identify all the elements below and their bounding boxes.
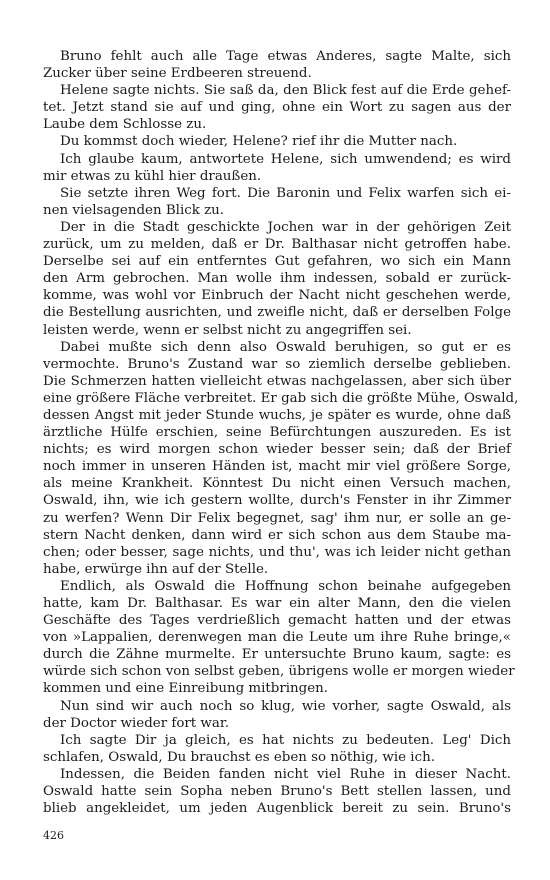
- book-page-text: [43, 48, 519, 817]
- text-line: schlafen, Oswald, Du brauchst es eben so nöthig, wie ich.: [43, 749, 435, 765]
- text-line: Endlich, als Oswald die Hoffnung schon beinahe aufgegeben: [60, 578, 511, 594]
- text-line: Derselbe sei auf ein entferntes Gut gefahren, wo sich ein Mann: [43, 254, 511, 270]
- text-line: ärztliche Hülfe erschien, seine Befürchtungen auszureden. Es ist: [43, 425, 511, 441]
- text-line: Nun sind wir auch noch so klug, wie vorher, sagte Oswald, als: [60, 698, 511, 714]
- text-line: Der in die Stadt geschickte Jochen war in der gehörigen Zeit: [60, 219, 511, 235]
- text-line: der Doctor wieder fort war.: [43, 715, 230, 731]
- text-line: den Arm gebrochen. Man wolle ihm indessen, sobald er zurück-: [43, 271, 511, 287]
- text-line: vermochte. Bruno's Zustand war so ziemlich derselbe geblieben.: [43, 356, 511, 372]
- text-line: noch immer in unseren Händen ist, macht mir viel größere Sorge,: [43, 459, 511, 475]
- text-line: Sie setzte ihren Weg fort. Die Baronin und Felix warfen sich ei-: [60, 185, 511, 201]
- text-line: Laube dem Schlosse zu.: [43, 117, 207, 133]
- text-line: chen; oder besser, sage nichts, und thu', was ich leider nicht gethan: [43, 544, 511, 560]
- text-line: würde sich schon von selbst geben, übrigens wolle er morgen wieder: [43, 664, 515, 680]
- text-line: Zucker über seine Erdbeeren streuend.: [43, 66, 312, 82]
- text-line: zurück, um zu melden, daß er Dr. Balthasar nicht getroffen habe.: [43, 237, 511, 253]
- text-line: dessen Angst mit jeder Stunde wuchs, je später es wurde, ohne daß: [43, 407, 511, 423]
- text-line: nen vielsagenden Blick zu.: [43, 202, 225, 218]
- text-line: mir etwas zu kühl hier draußen.: [43, 168, 262, 184]
- text-line: blieb angekleidet, um jeden Augenblick bereit zu sein. Bruno's: [43, 801, 511, 817]
- text-line: Bruno fehlt auch alle Tage etwas Anderes, sagte Malte, sich: [60, 49, 511, 64]
- text-line: zu werfen? Wenn Dir Felix begegnet, sag' ihm nur, er solle an ge-: [43, 510, 511, 526]
- text-line: durch die Zähne murmelte. Er untersuchte Bruno kaum, sagte: es: [43, 647, 511, 663]
- text-line: hatte, kam Dr. Balthasar. Es war ein alter Mann, den die vielen: [43, 596, 511, 611]
- text-line: die Bestellung ausrichten, und zweifle nicht, daß er derselben Folge: [43, 305, 511, 321]
- text-line: Die Schmerzen hatten vielleicht etwas nachgelassen, aber sich über: [43, 373, 511, 389]
- text-line: kommen und eine Einreibung mitbringen.: [43, 681, 329, 697]
- text-line: als meine Krankheit. Könntest Du nicht einen Versuch machen,: [43, 476, 511, 492]
- text-line: Du kommst doch wieder, Helene? rief ihr die Mutter nach.: [60, 134, 458, 150]
- text-line: komme, was wohl vor Einbruch der Nacht nicht geschehen werde,: [43, 288, 511, 304]
- text-line: Oswald hatte sein Sopha neben Bruno's Bett stellen lassen, und: [43, 784, 511, 800]
- text-line: Ich sagte Dir ja gleich, es hat nichts zu bedeuten. Leg' Dich: [60, 732, 511, 748]
- text-line: Helene sagte nichts. Sie saß da, den Blick fest auf die Erde gehef-: [60, 83, 511, 99]
- text-line: Ich glaube kaum, antwortete Helene, sich umwendend; es wird: [60, 151, 511, 167]
- page-number: 426: [43, 829, 64, 842]
- text-line: Geschäfte des Tages verdrießlich gemacht hatten und der etwas: [43, 613, 511, 629]
- text-line: eine größere Fläche verbreitet. Er gab sich die größte Mühe, Oswald,: [43, 390, 519, 406]
- text-line: von »Lappalien, derenwegen man die Leute um ihre Ruhe bringe,«: [43, 630, 511, 646]
- text-line: habe, erwürge ihn auf der Stelle.: [43, 561, 269, 577]
- text-line: Indessen, die Beiden fanden nicht viel Ruhe in dieser Nacht.: [60, 766, 511, 782]
- text-line: Oswald, ihn, wie ich gestern wollte, durch's Fenster in ihr Zimmer: [43, 493, 511, 509]
- text-line: tet. Jetzt stand sie auf und ging, ohne ein Wort zu sagen aus der: [43, 100, 511, 116]
- text-line: Dabei mußte sich denn also Oswald beruhigen, so gut er es: [60, 339, 511, 355]
- text-line: leisten werde, wenn er selbst nicht zu angegriffen sei.: [43, 322, 412, 338]
- text-line: stern Nacht denken, dann wird er sich schon aus dem Staube ma-: [43, 527, 511, 543]
- text-line: nichts; es wird morgen schon wieder besser sein; daß der Brief: [43, 442, 511, 458]
